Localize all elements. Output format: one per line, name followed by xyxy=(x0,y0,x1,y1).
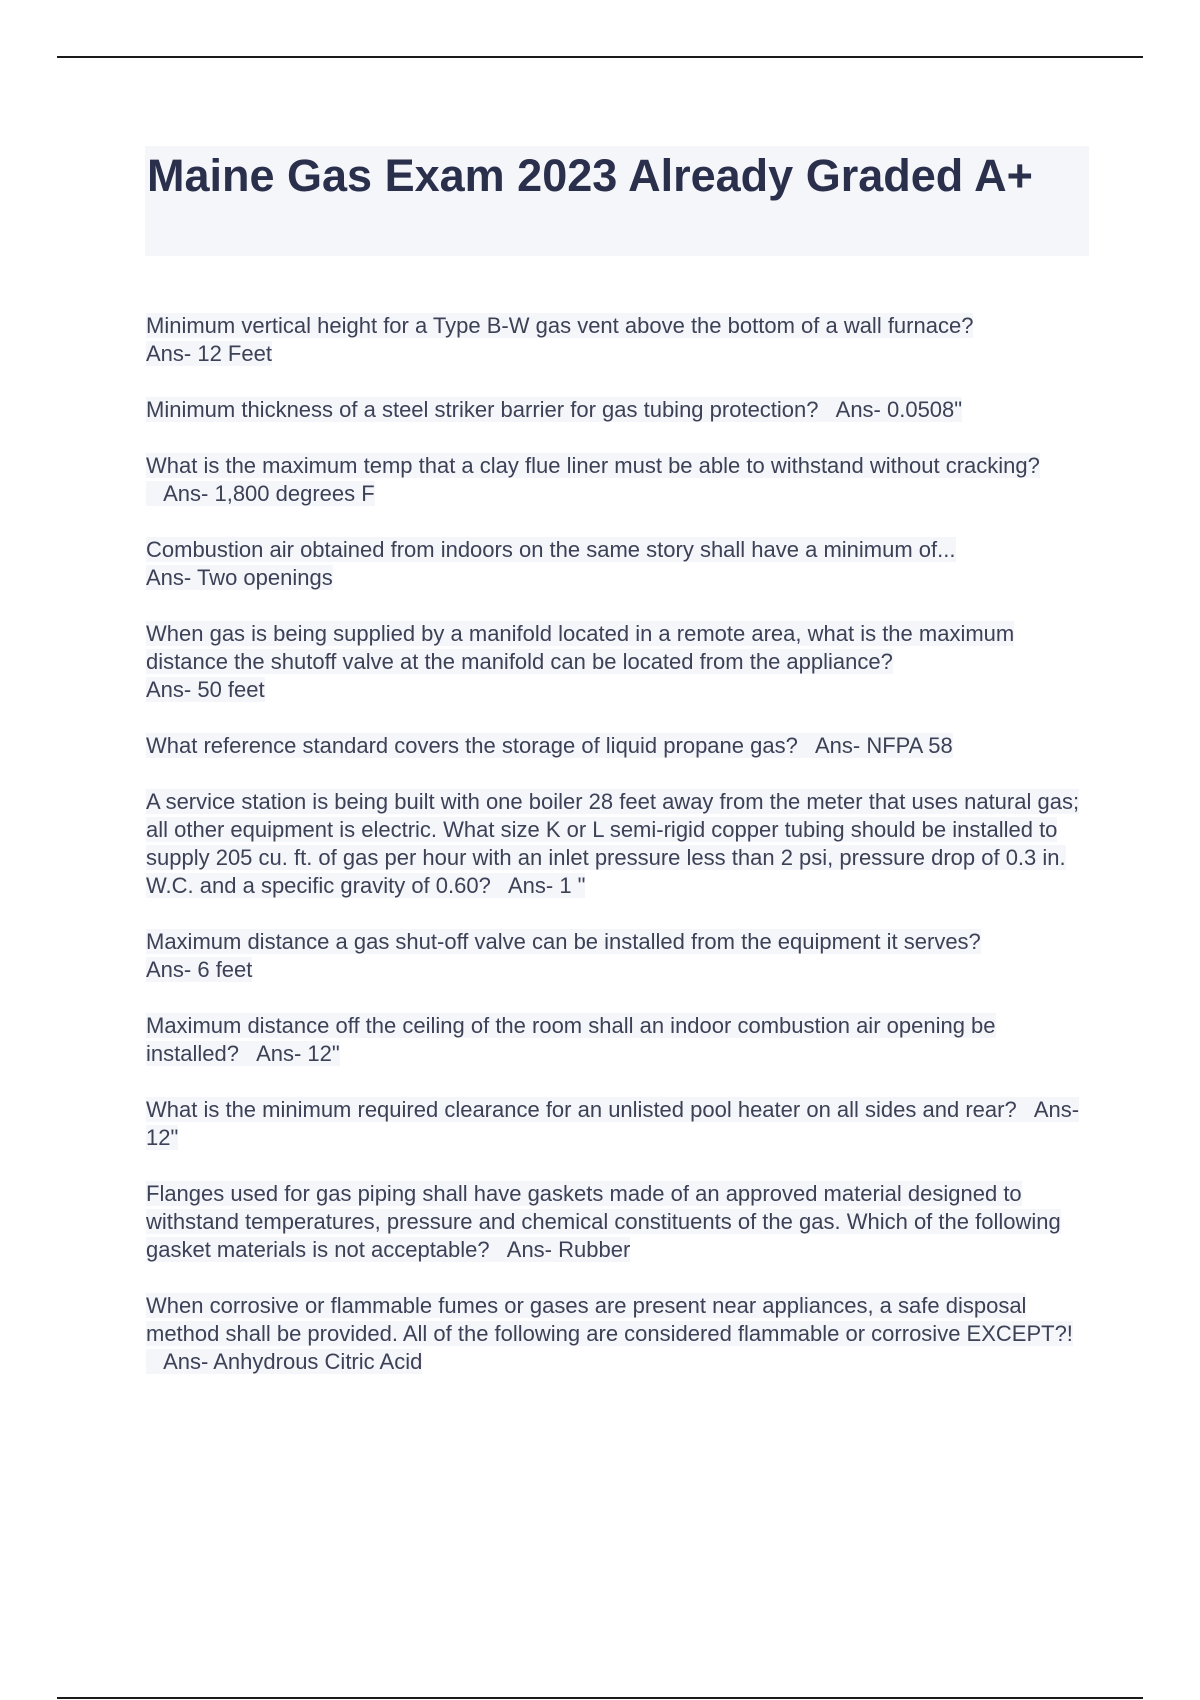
question-text: Maximum distance a gas shut-off valve can be installed from the equipment it serves? xyxy=(146,929,981,954)
qa-item-10 xyxy=(146,1096,1091,1152)
question-text: Minimum thickness of a steel striker barrier for gas tubing protection? xyxy=(146,397,819,422)
answer-text: Ans- 0.0508" xyxy=(835,397,963,422)
page-title: Maine Gas Exam 2023 Already Graded A+ xyxy=(147,150,1033,201)
answer-text: Ans- Rubber xyxy=(506,1237,631,1262)
bottom-rule xyxy=(57,1697,1143,1699)
top-rule xyxy=(57,56,1143,58)
answer-text: Ans- 1,800 degrees F xyxy=(163,481,375,506)
answer-text: Ans- 1 " xyxy=(507,873,586,898)
question-text: Minimum vertical height for a Type B-W gas vent above the bottom of a wall furnace? xyxy=(146,313,974,338)
qa-list xyxy=(146,312,1091,1404)
answer-text: Ans- 50 feet xyxy=(146,677,265,702)
qa-item-9 xyxy=(146,1012,1091,1068)
qa-item-6 xyxy=(146,732,1091,760)
question-text: Maximum distance off the ceiling of the room shall an indoor combustion air opening be installed? xyxy=(146,1013,996,1066)
question-text: What reference standard covers the storage of liquid propane gas? xyxy=(146,733,798,758)
answer-text: Ans- 12" xyxy=(146,1097,1080,1150)
qa-item-5 xyxy=(146,620,1091,704)
answer-text: Ans- NFPA 58 xyxy=(814,733,953,758)
answer-text: Ans- Two openings xyxy=(146,565,333,590)
question-text: Combustion air obtained from indoors on the same story shall have a minimum of... xyxy=(146,537,956,562)
question-text: When gas is being supplied by a manifold located in a remote area, what is the maximum distance the shutoff valve at the manifold can be located from the appliance? xyxy=(146,621,1015,674)
question-text: When corrosive or flammable fumes or gases are present near appliances, a safe disposal method shall be provided. All of the following are considered flammable or corrosive EXCEPT?! xyxy=(146,1293,1073,1346)
qa-item-1 xyxy=(146,312,1091,368)
qa-item-2 xyxy=(146,396,1091,424)
qa-item-7 xyxy=(146,788,1091,900)
qa-item-4 xyxy=(146,536,1091,592)
qa-item-8 xyxy=(146,928,1091,984)
question-text: Flanges used for gas piping shall have gaskets made of an approved material designed to withstand temperatures, pressure and chemical constituents of the gas. Which of the following gasket materials is not acceptable? xyxy=(146,1181,1061,1262)
answer-text: Ans- 12" xyxy=(256,1041,340,1066)
qa-item-3 xyxy=(146,452,1091,508)
qa-item-11 xyxy=(146,1180,1091,1264)
question-text: A service station is being built with one boiler 28 feet away from the meter that uses natural gas; all other equipment is electric. What size K or L semi-rigid copper tubing should be installed to supply 205 cu. ft. of gas per hour with an inlet pressure less than 2 psi, pressure drop of 0.3 in. W.C. and a specific gravity of 0.60? xyxy=(146,789,1080,898)
question-text: What is the minimum required clearance for an unlisted pool heater on all sides and rear? xyxy=(146,1097,1017,1122)
qa-item-12 xyxy=(146,1292,1091,1376)
answer-text: Ans- 12 Feet xyxy=(146,341,272,366)
answer-text: Ans- 6 feet xyxy=(146,957,253,982)
question-text: What is the maximum temp that a clay flue liner must be able to withstand without cracking? xyxy=(146,453,1040,478)
answer-text: Ans- Anhydrous Citric Acid xyxy=(163,1349,423,1374)
